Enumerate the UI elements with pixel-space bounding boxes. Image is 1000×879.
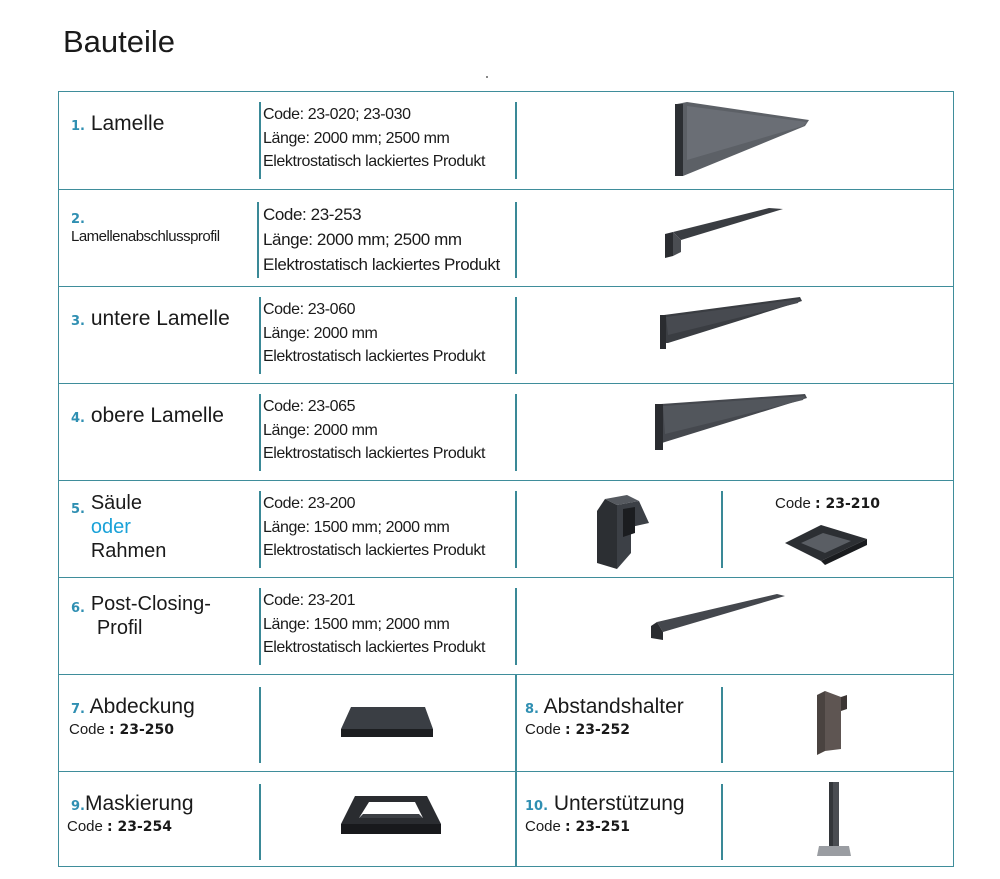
part-code: Code: 23-200 — [263, 495, 356, 512]
stray-dot — [486, 76, 488, 78]
part-code: Code : 23-252 — [525, 721, 631, 739]
part-number: 2. — [71, 212, 85, 227]
part-title-alt: Rahmen — [90, 540, 167, 562]
masking-image — [335, 794, 445, 846]
part-code: Code : 23-254 — [67, 818, 173, 836]
part-row-1 — [59, 92, 953, 189]
upper-lamelle-image — [651, 394, 809, 454]
column-divider — [515, 102, 517, 179]
part-specs — [263, 589, 485, 660]
part-length: Länge: 2000 mm — [263, 324, 378, 342]
part-number: 6. — [71, 601, 85, 616]
frame-code — [775, 495, 880, 512]
part-title: obere Lamelle — [90, 404, 224, 427]
part-code: Code : 23-250 — [69, 721, 175, 739]
column-divider — [259, 588, 261, 665]
part-code: Code: 23-253 — [263, 205, 362, 224]
part-number: 10. — [525, 799, 549, 814]
part-finish: Elektrostatisch lackiertes Produkt — [263, 639, 486, 656]
part-row-6 — [59, 577, 953, 674]
part-finish: Elektrostatisch lackiertes Produkt — [263, 445, 486, 462]
column-divider — [259, 394, 261, 471]
cell-9 — [67, 792, 194, 836]
part-title: Unterstützung — [553, 792, 685, 815]
column-divider — [515, 588, 517, 665]
part-code: Code: 23-065 — [263, 398, 356, 415]
frame-code-label: Code — [775, 495, 811, 512]
part-finish: Elektrostatisch lackiertes Produkt — [263, 255, 500, 274]
part-row-4 — [59, 383, 953, 480]
column-divider — [259, 297, 261, 374]
part-specs — [263, 395, 485, 466]
part-number: 5. — [71, 502, 85, 517]
part-title: untere Lamelle — [90, 307, 230, 330]
part-specs — [263, 492, 485, 563]
cell-10 — [525, 792, 685, 835]
part-number: 4. — [71, 411, 85, 426]
part-length: Länge: 1500 mm; 2000 mm — [263, 518, 450, 536]
part-title-cont: Profil — [96, 617, 143, 639]
part-specs — [263, 103, 485, 174]
part-name — [71, 307, 230, 331]
lamelle-image — [669, 100, 814, 180]
part-specs — [263, 298, 485, 369]
column-divider — [259, 491, 261, 568]
part-finish: Elektrostatisch lackiertes Produkt — [263, 153, 486, 170]
part-name — [71, 112, 164, 136]
support-image — [815, 780, 855, 864]
column-divider — [257, 202, 259, 278]
part-name — [71, 491, 166, 563]
cell-8 — [525, 695, 684, 738]
part-code: Code : 23-251 — [525, 818, 631, 836]
part-row-3 — [59, 286, 953, 383]
cell-7 — [71, 695, 195, 738]
part-title: Maskierung — [84, 792, 194, 815]
page-title: Bauteile — [63, 24, 176, 59]
part-name — [71, 404, 224, 428]
part-length: Länge: 2000 mm; 2500 mm — [263, 129, 450, 147]
part-title: Säule — [90, 492, 142, 514]
spacer-image — [811, 689, 851, 757]
post-closing-profile-image — [647, 592, 787, 642]
column-divider — [259, 102, 261, 179]
part-number: 7. — [71, 702, 85, 717]
part-code: Code: 23-060 — [263, 301, 356, 318]
part-row-5 — [59, 480, 953, 577]
part-length: Länge: 1500 mm; 2000 mm — [263, 615, 450, 633]
part-title: Abdeckung — [89, 695, 195, 718]
part-finish: Elektrostatisch lackiertes Produkt — [263, 348, 486, 365]
frame-image — [781, 521, 871, 565]
frame-code-value: : 23-210 — [815, 496, 881, 512]
end-profile-image — [659, 206, 789, 266]
column-divider — [259, 687, 261, 763]
column-divider — [721, 687, 723, 763]
column-divider — [515, 394, 517, 471]
part-length: Länge: 2000 mm; 2500 mm — [263, 230, 462, 249]
part-title: Lamellenabschlussprofil — [71, 227, 220, 245]
part-name — [71, 210, 220, 245]
part-title-or: oder — [90, 516, 131, 538]
column-divider — [721, 784, 723, 860]
parts-table — [58, 91, 954, 867]
part-row-9-10 — [59, 771, 953, 866]
column-divider — [515, 772, 517, 867]
part-title: Post-Closing- — [90, 593, 211, 615]
column-divider — [515, 491, 517, 568]
part-length: Länge: 2000 mm — [263, 421, 378, 439]
column-divider — [515, 675, 517, 772]
part-name — [71, 592, 211, 640]
column-divider — [515, 297, 517, 374]
lower-lamelle-image — [654, 297, 804, 357]
part-row-2 — [59, 189, 953, 286]
part-title: Abstandshalter — [543, 695, 684, 718]
part-finish: Elektrostatisch lackiertes Produkt — [263, 542, 486, 559]
part-number: 3. — [71, 314, 85, 329]
cover-image — [337, 703, 437, 743]
part-specs — [263, 202, 500, 277]
part-number: 1. — [71, 119, 85, 134]
part-number: 9. — [71, 799, 85, 814]
column-divider — [259, 784, 261, 860]
column-divider — [515, 202, 517, 278]
part-row-7-8 — [59, 674, 953, 771]
column-image — [587, 493, 657, 571]
part-title: Lamelle — [90, 112, 165, 135]
column-divider — [721, 491, 723, 568]
part-number: 8. — [525, 702, 539, 717]
part-code: Code: 23-020; 23-030 — [263, 106, 411, 123]
part-code: Code: 23-201 — [263, 592, 356, 609]
